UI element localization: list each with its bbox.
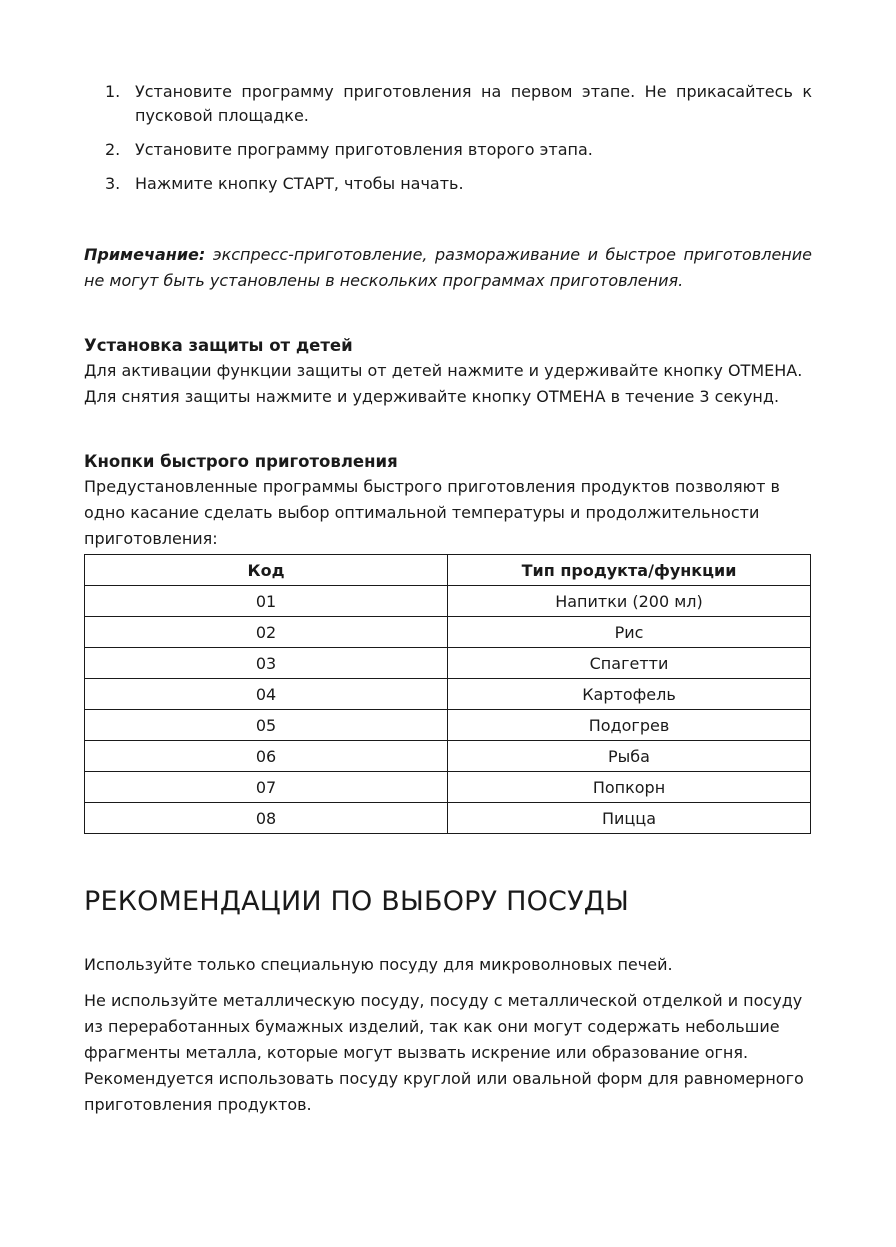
- list-item: [84, 172, 812, 196]
- cookware-paragraph: Не используйте металлическую посуду, посуду с металлической отделкой и посуду из переработанных бумажных изделий, так как они могут содержать небольшие фрагменты металла, которые могут вызвать искрение или образование огня. Рекомендуется использовать посуду круглой или овальной форм для равномерного приготовления продуктов.: [84, 991, 804, 1114]
- table-row: [85, 679, 811, 710]
- cell-code: 04: [85, 679, 448, 710]
- child-lock-section: [84, 334, 812, 410]
- child-lock-text: Для активации функции защиты от детей нажмите и удерживайте кнопку ОТМЕНА. Для снятия защиты нажмите и удерживайте кнопку ОТМЕНА в течение 3 секунд.: [84, 361, 803, 406]
- cell-type: Подогрев: [448, 710, 811, 741]
- cell-code: 08: [85, 803, 448, 834]
- table-row: [85, 772, 811, 803]
- cell-type: Попкорн: [448, 772, 811, 803]
- cell-code: 05: [85, 710, 448, 741]
- cell-code: 07: [85, 772, 448, 803]
- quick-cook-table: [84, 554, 811, 834]
- table-row: [85, 710, 811, 741]
- table-row: [85, 586, 811, 617]
- table-row: [85, 648, 811, 679]
- list-item: [84, 138, 812, 162]
- cell-type: Пицца: [448, 803, 811, 834]
- cookware-paragraph: Используйте только специальную посуду для микроволновых печей.: [84, 955, 673, 974]
- steps-list: [84, 80, 812, 196]
- table-row: [85, 617, 811, 648]
- step-number: 3.: [105, 174, 121, 193]
- cookware-section: [84, 952, 812, 1118]
- cell-type: Картофель: [448, 679, 811, 710]
- cell-code: 02: [85, 617, 448, 648]
- cell-code: 03: [85, 648, 448, 679]
- cell-type: Рыба: [448, 741, 811, 772]
- note-label: Примечание:: [84, 245, 206, 264]
- step-text: Установите программу приготовления второго этапа.: [135, 140, 593, 159]
- table-row: [85, 741, 811, 772]
- cell-type: Спагетти: [448, 648, 811, 679]
- cookware-heading: РЕКОМЕНДАЦИИ ПО ВЫБОРУ ПОСУДЫ: [84, 886, 630, 917]
- quick-cook-section: [84, 450, 812, 834]
- step-text: Установите программу приготовления на первом этапе. Не прикасайтесь к пусковой площадке.: [135, 82, 812, 125]
- list-item: [84, 80, 812, 128]
- cell-code: 06: [85, 741, 448, 772]
- document-page: [84, 80, 812, 1128]
- column-header-code: Код: [85, 555, 448, 586]
- quick-cook-text: Предустановленные программы быстрого приготовления продуктов позволяют в одно касание сделать выбор оптимальной температуры и продолжительности приготовления:: [84, 477, 780, 548]
- note: [84, 242, 812, 294]
- step-text: Нажмите кнопку СТАРТ, чтобы начать.: [135, 174, 464, 193]
- step-number: 1.: [105, 82, 121, 101]
- cell-type: Напитки (200 мл): [448, 586, 811, 617]
- column-header-type: Тип продукта/функции: [448, 555, 811, 586]
- child-lock-title: Установка защиты от детей: [84, 336, 353, 355]
- quick-cook-title: Кнопки быстрого приготовления: [84, 452, 398, 471]
- cell-code: 01: [85, 586, 448, 617]
- step-number: 2.: [105, 140, 121, 159]
- table-header-row: [85, 555, 811, 586]
- table-row: [85, 803, 811, 834]
- cell-type: Рис: [448, 617, 811, 648]
- note-text: экспресс-приготовление, размораживание и быстрое приготовление не могут быть установлены в нескольких программах приготовления.: [84, 245, 812, 290]
